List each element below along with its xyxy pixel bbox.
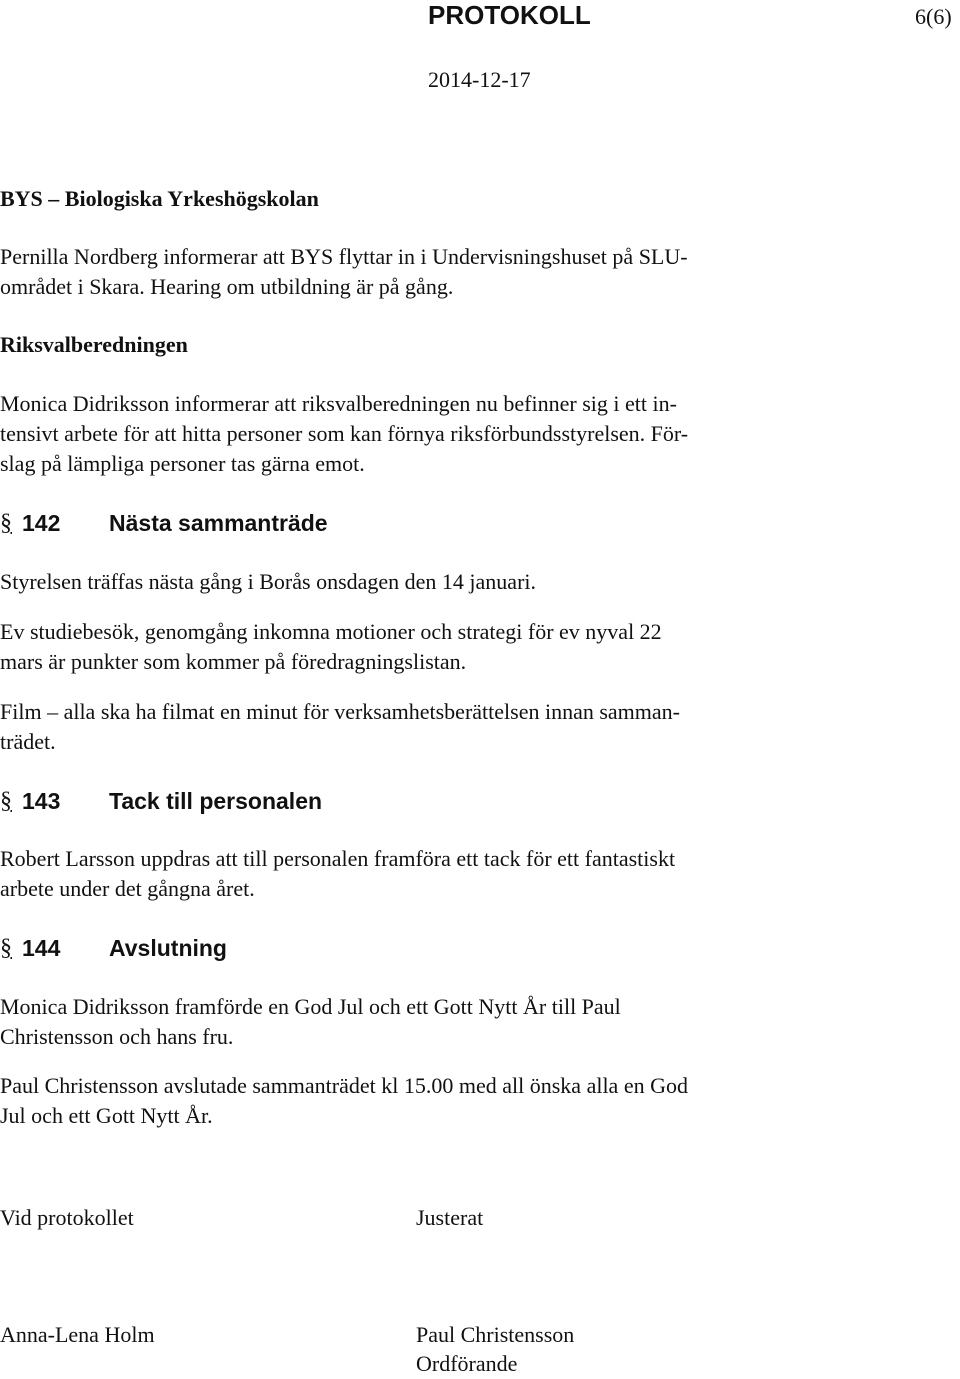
signature-name-left: Anna-Lena Holm [0, 1322, 155, 1347]
text-line: mars är punkter som kommer på föredragningslistan. [0, 649, 467, 674]
page-number: 6(6) [915, 4, 952, 29]
text-line: Film – alla ska ha filmat en minut för verksamhetsberättelsen innan samman- [0, 699, 680, 724]
text-line: Christensson och hans fru. [0, 1024, 234, 1049]
text-line: Paul Christensson avslutade sammanträdet kl 15.00 med all önska alla en God [0, 1073, 688, 1098]
section-number: 143 [22, 788, 61, 814]
text-line: tensivt arbete för att hitta personer som kan förnya riksförbundsstyrelsen. För- [0, 421, 689, 446]
text-line: Styrelsen träffas nästa gång i Borås onsdagen den 14 januari. [0, 569, 537, 594]
paragraph-bys [0, 242, 800, 302]
signature-role-right: Ordförande [416, 1351, 518, 1376]
section-heading-142 [0, 505, 600, 541]
text-line: Monica Didriksson framförde en God Jul och ett Gott Nytt År till Paul [0, 994, 621, 1019]
section-number: 142 [22, 510, 61, 536]
text-line: Monica Didriksson informerar att riksvalberedningen nu befinner sig i ett in- [0, 391, 677, 416]
paragraph-142-1 [0, 567, 800, 597]
paragraph-sign-icon: § [0, 510, 12, 536]
section-heading-143 [0, 783, 600, 819]
text-line: trädet. [0, 729, 56, 754]
text-line: Jul och ett Gott Nytt År. [0, 1103, 213, 1128]
signature-label-left: Vid protokollet [0, 1205, 134, 1230]
paragraph-sign-icon: § [0, 935, 12, 961]
document-title: PROTOKOLL [428, 0, 591, 30]
text-line: Robert Larsson uppdras att till personalen framföra ett tack för ett fantastiskt [0, 846, 676, 871]
paragraph-142-3 [0, 697, 800, 757]
signature-name-right: Paul Christensson [416, 1322, 575, 1347]
paragraph-144-2 [0, 1071, 800, 1131]
signature-label-right: Justerat [416, 1205, 484, 1230]
section-heading-riksvalberedningen: Riksvalberedningen [0, 332, 188, 357]
section-title: Avslutning [109, 935, 227, 961]
section-title: Nästa sammanträde [109, 510, 328, 536]
section-title: Tack till personalen [109, 788, 323, 814]
paragraph-sign-icon: § [0, 788, 12, 814]
section-heading-144 [0, 930, 600, 966]
section-heading-bys: BYS – Biologiska Yrkeshögskolan [0, 186, 319, 211]
text-line: arbete under det gångna året. [0, 876, 255, 901]
document-date: 2014-12-17 [428, 67, 531, 92]
text-line: Ev studiebesök, genomgång inkomna motioner och strategi för ev nyval 22 [0, 619, 662, 644]
paragraph-143-1 [0, 844, 800, 904]
paragraph-riksvalberedningen [0, 389, 800, 479]
text-line: Pernilla Nordberg informerar att BYS flyttar in i Undervisningshuset på SLU- [0, 244, 688, 269]
text-line: området i Skara. Hearing om utbildning är på gång. [0, 274, 454, 299]
section-number: 144 [22, 935, 61, 961]
text-line: slag på lämpliga personer tas gärna emot. [0, 451, 365, 476]
paragraph-144-1 [0, 992, 800, 1052]
paragraph-142-2 [0, 617, 800, 677]
